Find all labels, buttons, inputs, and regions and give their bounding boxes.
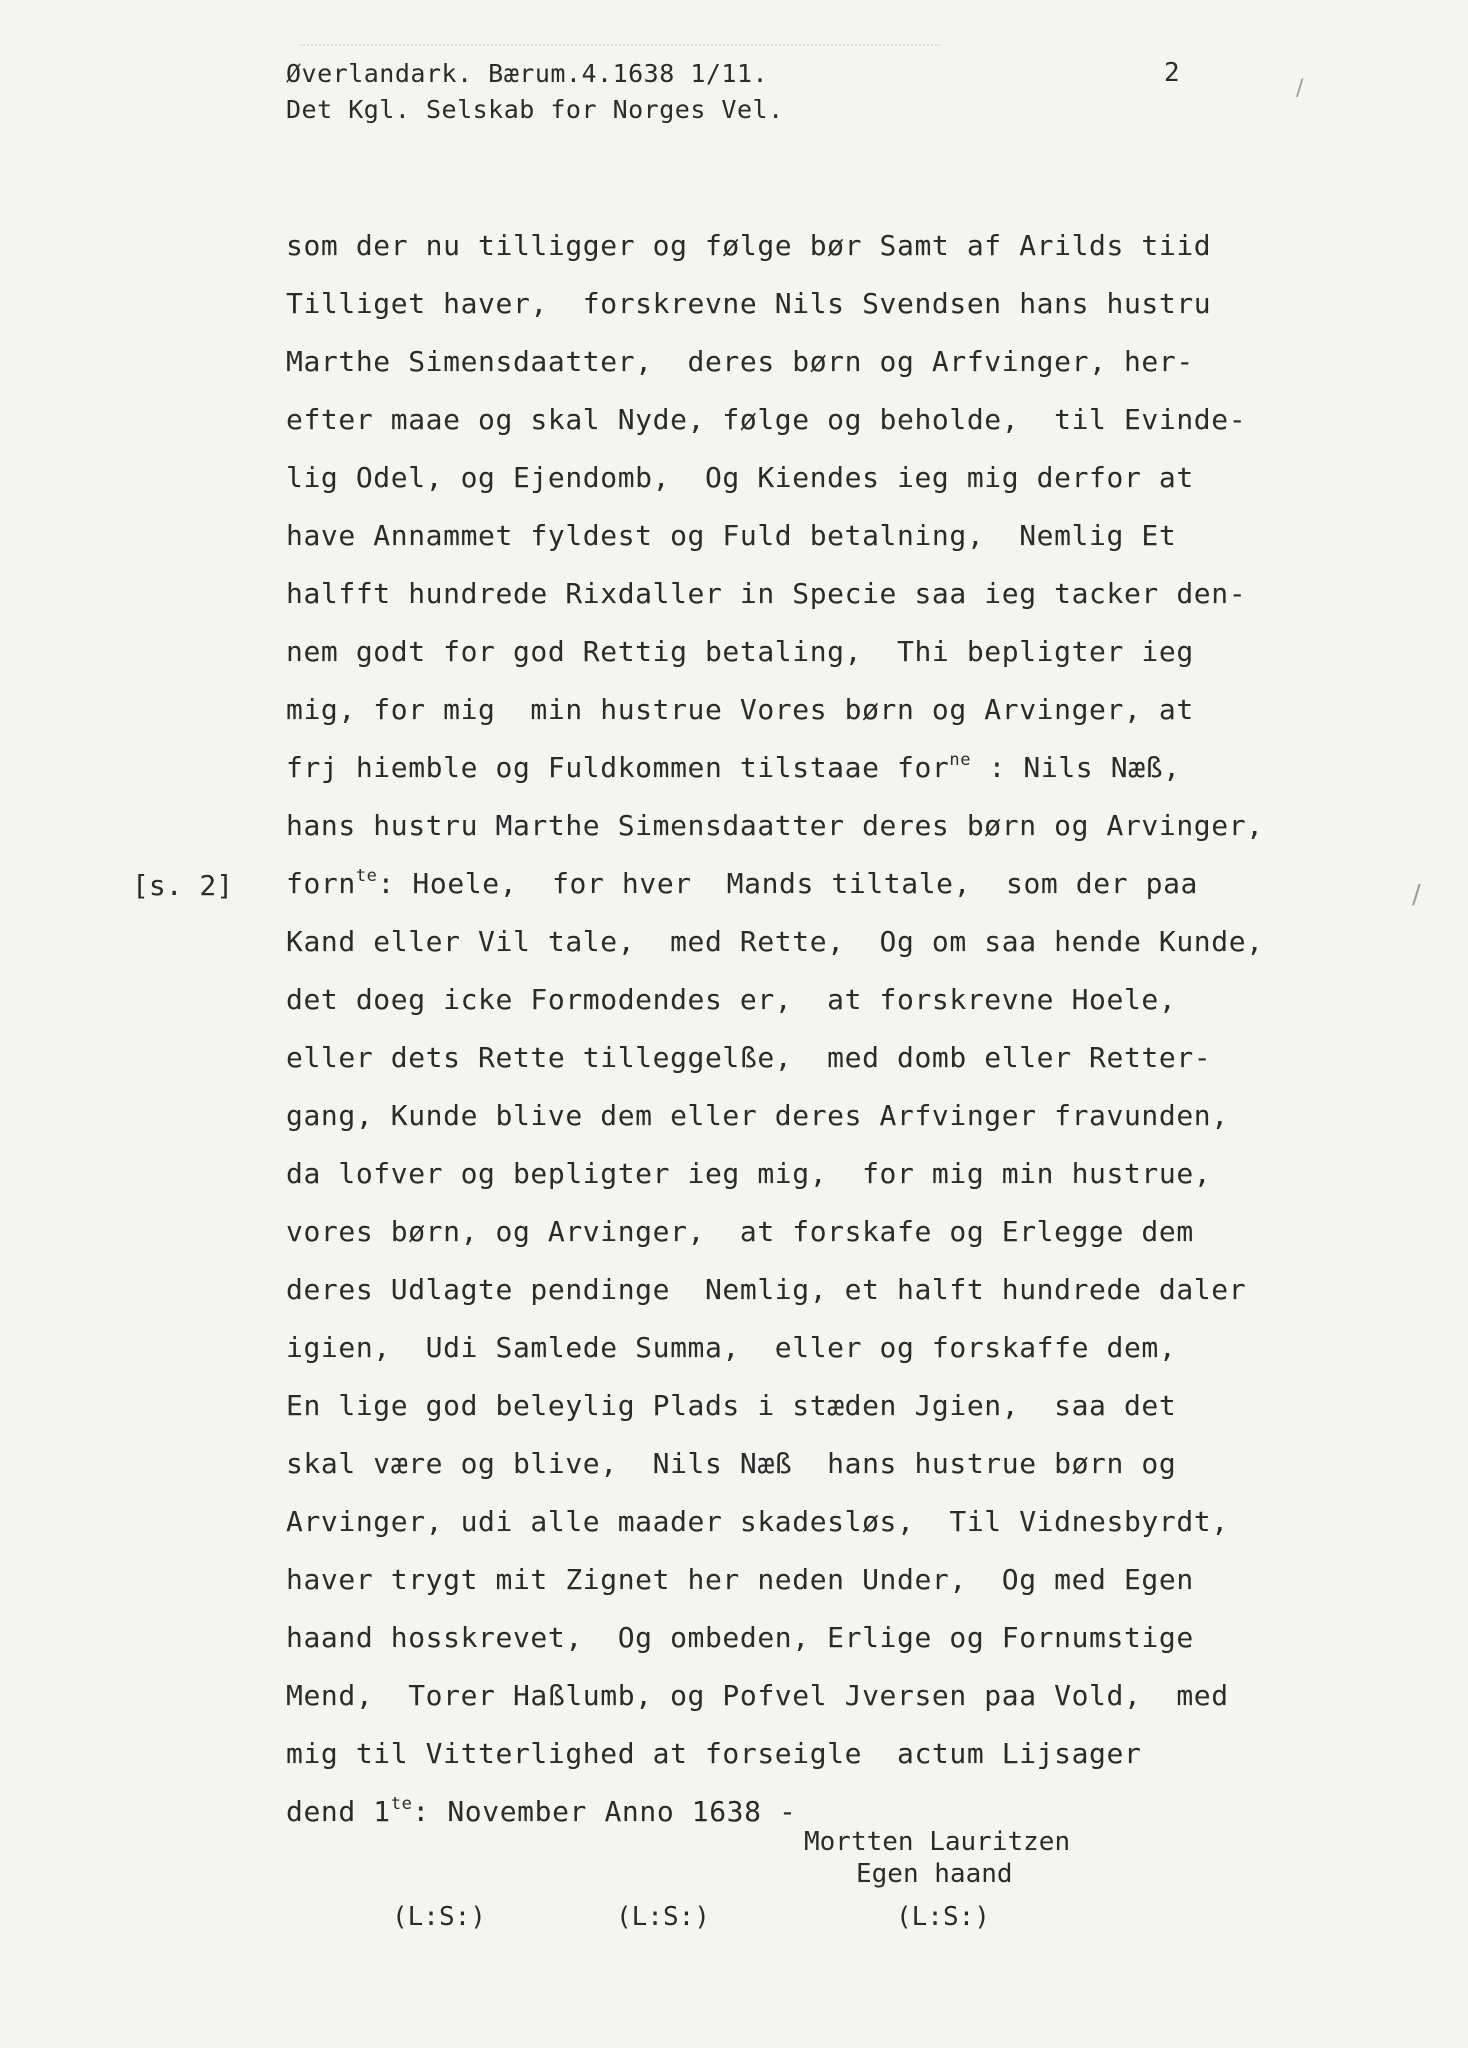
- pencil-mark: /: [1296, 76, 1304, 101]
- header-society-line: Det Kgl. Selskab for Norges Vel.: [286, 95, 784, 124]
- text-line: igien, Udi Samlede Summa, eller og forskaffe dem,: [286, 1331, 1177, 1364]
- superscript: te: [355, 866, 378, 886]
- text-line: Kand eller Vil tale, med Rette, Og om saa hende Kunde,: [286, 925, 1264, 958]
- text-fragment: dend 1: [286, 1795, 391, 1828]
- text-line: [286, 1792, 1264, 1850]
- text-line: det doeg icke Formodendes er, at forskrevne Hoele,: [286, 983, 1177, 1016]
- signature-block: [804, 1826, 1070, 1890]
- text-line: have Annammet fyldest og Fuld betalning, Nemlig Et: [286, 519, 1177, 552]
- document-header: [286, 56, 784, 128]
- text-line: skal være og blive, Nils Næß hans hustrue børn og: [286, 1447, 1177, 1480]
- text-line: nem godt for god Rettig betaling, Thi bepligter ieg: [286, 635, 1194, 668]
- signature-note: Egen haand: [856, 1859, 1013, 1889]
- seal-mark: (L:S:): [616, 1902, 710, 1932]
- page-number: 2: [1164, 58, 1180, 88]
- seal-mark: (L:S:): [896, 1902, 990, 1932]
- text-line: da lofver og bepligter ieg mig, for mig min hustrue,: [286, 1157, 1212, 1190]
- text-line: halfft hundrede Rixdaller in Specie saa ieg tacker den-: [286, 577, 1247, 610]
- text-line: som der nu tilligger og følge bør Samt af Arilds tiid: [286, 229, 1212, 262]
- text-line: gang, Kunde blive dem eller deres Arfvinger fravunden,: [286, 1099, 1229, 1132]
- header-archive-line: Øverlandark. Bærum.4.1638 1/11.: [286, 59, 769, 88]
- signatory-name: Mortten Lauritzen: [804, 1827, 1071, 1857]
- text-line: haver trygt mit Zignet her neden Under, Og med Egen: [286, 1563, 1194, 1596]
- text-line: deres Udlagte pendinge Nemlig, et halft hundrede daler: [286, 1273, 1247, 1306]
- text-line: [286, 864, 1264, 922]
- text-line: Arvinger, udi alle maader skadesløs, Til Vidnesbyrdt,: [286, 1505, 1229, 1538]
- text-line: haand hosskrevet, Og ombeden, Erlige og Fornumstige: [286, 1621, 1194, 1654]
- text-fragment: : Hoele, for hver Mands tiltale, som der paa: [377, 867, 1199, 900]
- text-line: eller dets Rette tilleggelße, med domb eller Retter-: [286, 1041, 1212, 1074]
- text-line: Tilliget haver, forskrevne Nils Svendsen hans hustru: [286, 287, 1212, 320]
- text-line: vores børn, og Arvinger, at forskafe og Erlegge dem: [286, 1215, 1194, 1248]
- text-line: [286, 748, 1264, 806]
- text-line: mig til Vitterlighed at forseigle actum Lijsager: [286, 1737, 1142, 1770]
- margin-page-reference: [s. 2]: [132, 869, 234, 902]
- text-line: mig, for mig min hustrue Vores børn og Arvinger, at: [286, 693, 1194, 726]
- text-fragment: : November Anno 1638 -: [412, 1795, 797, 1828]
- pencil-mark: /: [1412, 880, 1421, 910]
- text-fragment: : Nils Næß,: [971, 751, 1181, 784]
- text-line: Mend, Torer Haßlumb, og Pofvel Jversen paa Vold, med: [286, 1679, 1229, 1712]
- text-fragment: forn: [286, 867, 356, 900]
- text-line: hans hustru Marthe Simensdaatter deres børn og Arvinger,: [286, 809, 1264, 842]
- text-line: efter maae og skal Nyde, følge og beholde, til Evinde-: [286, 403, 1247, 436]
- faded-stamp-text: [300, 14, 940, 46]
- transcription-body: [286, 226, 1264, 1850]
- seal-mark: (L:S:): [392, 1902, 486, 1932]
- superscript: te: [390, 1794, 413, 1814]
- text-fragment: frj hiemble og Fuldkommen tilstaae for: [286, 751, 950, 784]
- text-line: Marthe Simensdaatter, deres børn og Arfvinger, her-: [286, 345, 1194, 378]
- superscript: ne: [949, 750, 972, 770]
- text-line: lig Odel, og Ejendomb, Og Kiendes ieg mig derfor at: [286, 461, 1194, 494]
- text-line: En lige god beleylig Plads i stæden Jgien, saa det: [286, 1389, 1177, 1422]
